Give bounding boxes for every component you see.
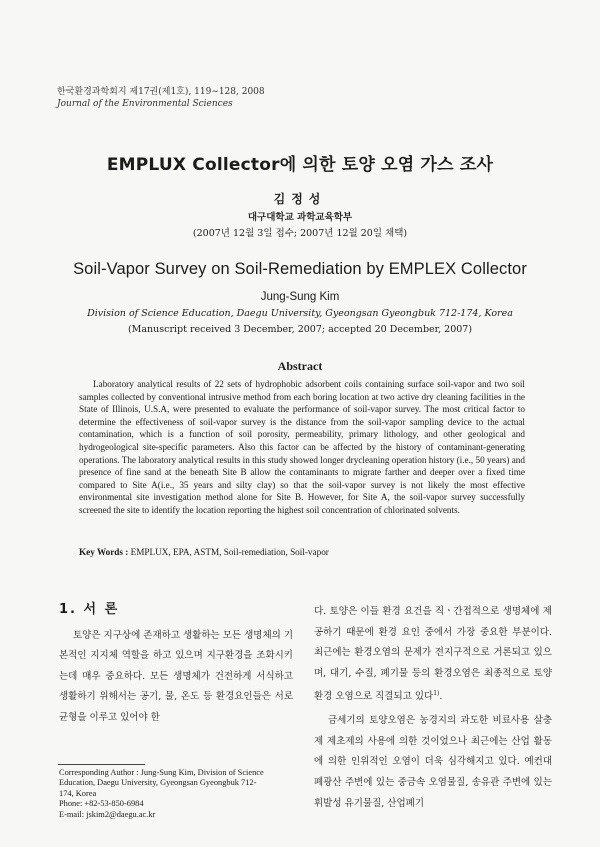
keywords-list: EMPLUX, EPA, ASTM, Soil-remediation, Soil-vapor xyxy=(128,547,329,557)
footnote-line-1: Corresponding Author : Jung-Sung Kim, Division of Science xyxy=(59,768,264,777)
journal-name-en: Journal of the Environmental Sciences xyxy=(57,99,233,109)
intro-paragraph-2: 금세기의 토양오염은 농경지의 과도한 비료사용 살충제 제초제의 사용에 의한 것이었으나 최근에는 산업 활동에 의한 인위적인 오염이 더욱 심각해지고 있다. 예컨대 폐광산 주변에 있는 중금속 오염물질, 송유관 주변에 있는 휘발성 유기물질, 산업폐기 xyxy=(314,715,552,809)
introduction-right-column xyxy=(314,602,552,814)
korean-author: 김정성 xyxy=(273,192,327,206)
section-heading-introduction: 1. 서 론 xyxy=(59,602,120,617)
footnote-line-3: 174, Korea xyxy=(59,788,97,798)
intro-paragraph-1-end: . xyxy=(439,691,443,703)
journal-header xyxy=(57,86,265,110)
footnote-phone: Phone: +82-53-850-6984 xyxy=(59,799,144,809)
korean-affiliation: 대구대학교 과학교육학부 xyxy=(247,212,353,223)
journal-citation-ko: 한국환경과학회지 제17권(제1호), 119∼128, 2008 xyxy=(57,87,265,97)
citation-ref: 1) xyxy=(433,690,440,698)
korean-title: EMPLUX Collector에 의한 토양 오염 가스 조사 xyxy=(106,155,494,175)
keywords xyxy=(79,547,329,557)
footnote-rule xyxy=(58,764,145,765)
abstract-body: Laboratory analytical results of 22 sets of hydrophobic adsorbent coils containing surface soil-vapor and two soil samples collected by conventional intrusive method from each boring location at two active dry cleaning facilities in the State of Illinois, U.S.A, were presented to evaluate the performance of soil-vapor survey. The most critical factor to determine the effectiveness of soil-vapor survey is the distance from the soil-vapor sampling device to the actual contamination, which is a function of soil porosity, permeability, primary lithology, and other geological and hydrogeological site-specific parameters. Also this factor can be affected by the history of contaminant-generating operations. The laboratory analytical results in this study showed longer drycleaning operation history (i.e., 50 years) and presence of fine sand at the beneath Site B allow the contaminants to migrate farther and deeper over a fixed time compared to Site A(i.e., 35 years and silty clay) so that the soil-vapor survey is not likely the most effective environmental site investigation method alone for Site B. However, for Site A, the soil-vapor survey successfully screened the site to identify the location reporting the highest soil concentration of chlorinated solvents. xyxy=(79,379,525,515)
footnote-line-2: Education, Daegu University, Gyeongsan Gyeongbuk 712- xyxy=(59,778,257,788)
corresponding-author-footnote xyxy=(59,768,295,820)
korean-received-dates: (2007년 12월 3일 접수; 2007년 12월 20일 채택) xyxy=(192,228,408,239)
footnote-email: E-mail: jskim2@daegu.ac.kr xyxy=(59,809,156,819)
english-affiliation: Division of Science Education, Daegu University, Gyeongsan Gyeongbuk 712-174, Korea xyxy=(87,308,513,319)
intro-paragraph-1-text: 다. 토양은 이들 환경 요건을 직ㆍ간접적으로 생명체에 제공하기 때문에 환경 요인 중에서 가장 중요한 부분이다. 최근에는 환경오염의 문제가 전지구적으로 거론되고 있으며, 대기, 수질, 폐기물 등의 환경오염은 최종적으로 토양환경 오염으로 직결되고 있다 xyxy=(314,606,552,703)
intro-paragraph-1 xyxy=(314,602,552,708)
introduction-left-column: 토양은 지구상에 존재하고 생활하는 모든 생명체의 기본적인 지지체 역할을 하고 있으며 지구환경을 조화시키는데 매우 중요하다. 모든 생명체가 건전하게 서식하고 생활하기 위해서는 공기, 물, 온도 등 환경요인들은 서로 균형을 이루고 있어야 한 xyxy=(59,630,294,723)
abstract-heading: Abstract xyxy=(277,359,323,373)
english-author: Jung-Sung Kim xyxy=(260,291,340,303)
english-title: Soil-Vapor Survey on Soil-Remediation by EMPLEX Collector xyxy=(73,260,527,278)
english-received-dates: (Manuscript received 3 December, 2007; accepted 20 December, 2007) xyxy=(127,324,473,335)
keywords-label: Key Words : xyxy=(79,547,129,557)
